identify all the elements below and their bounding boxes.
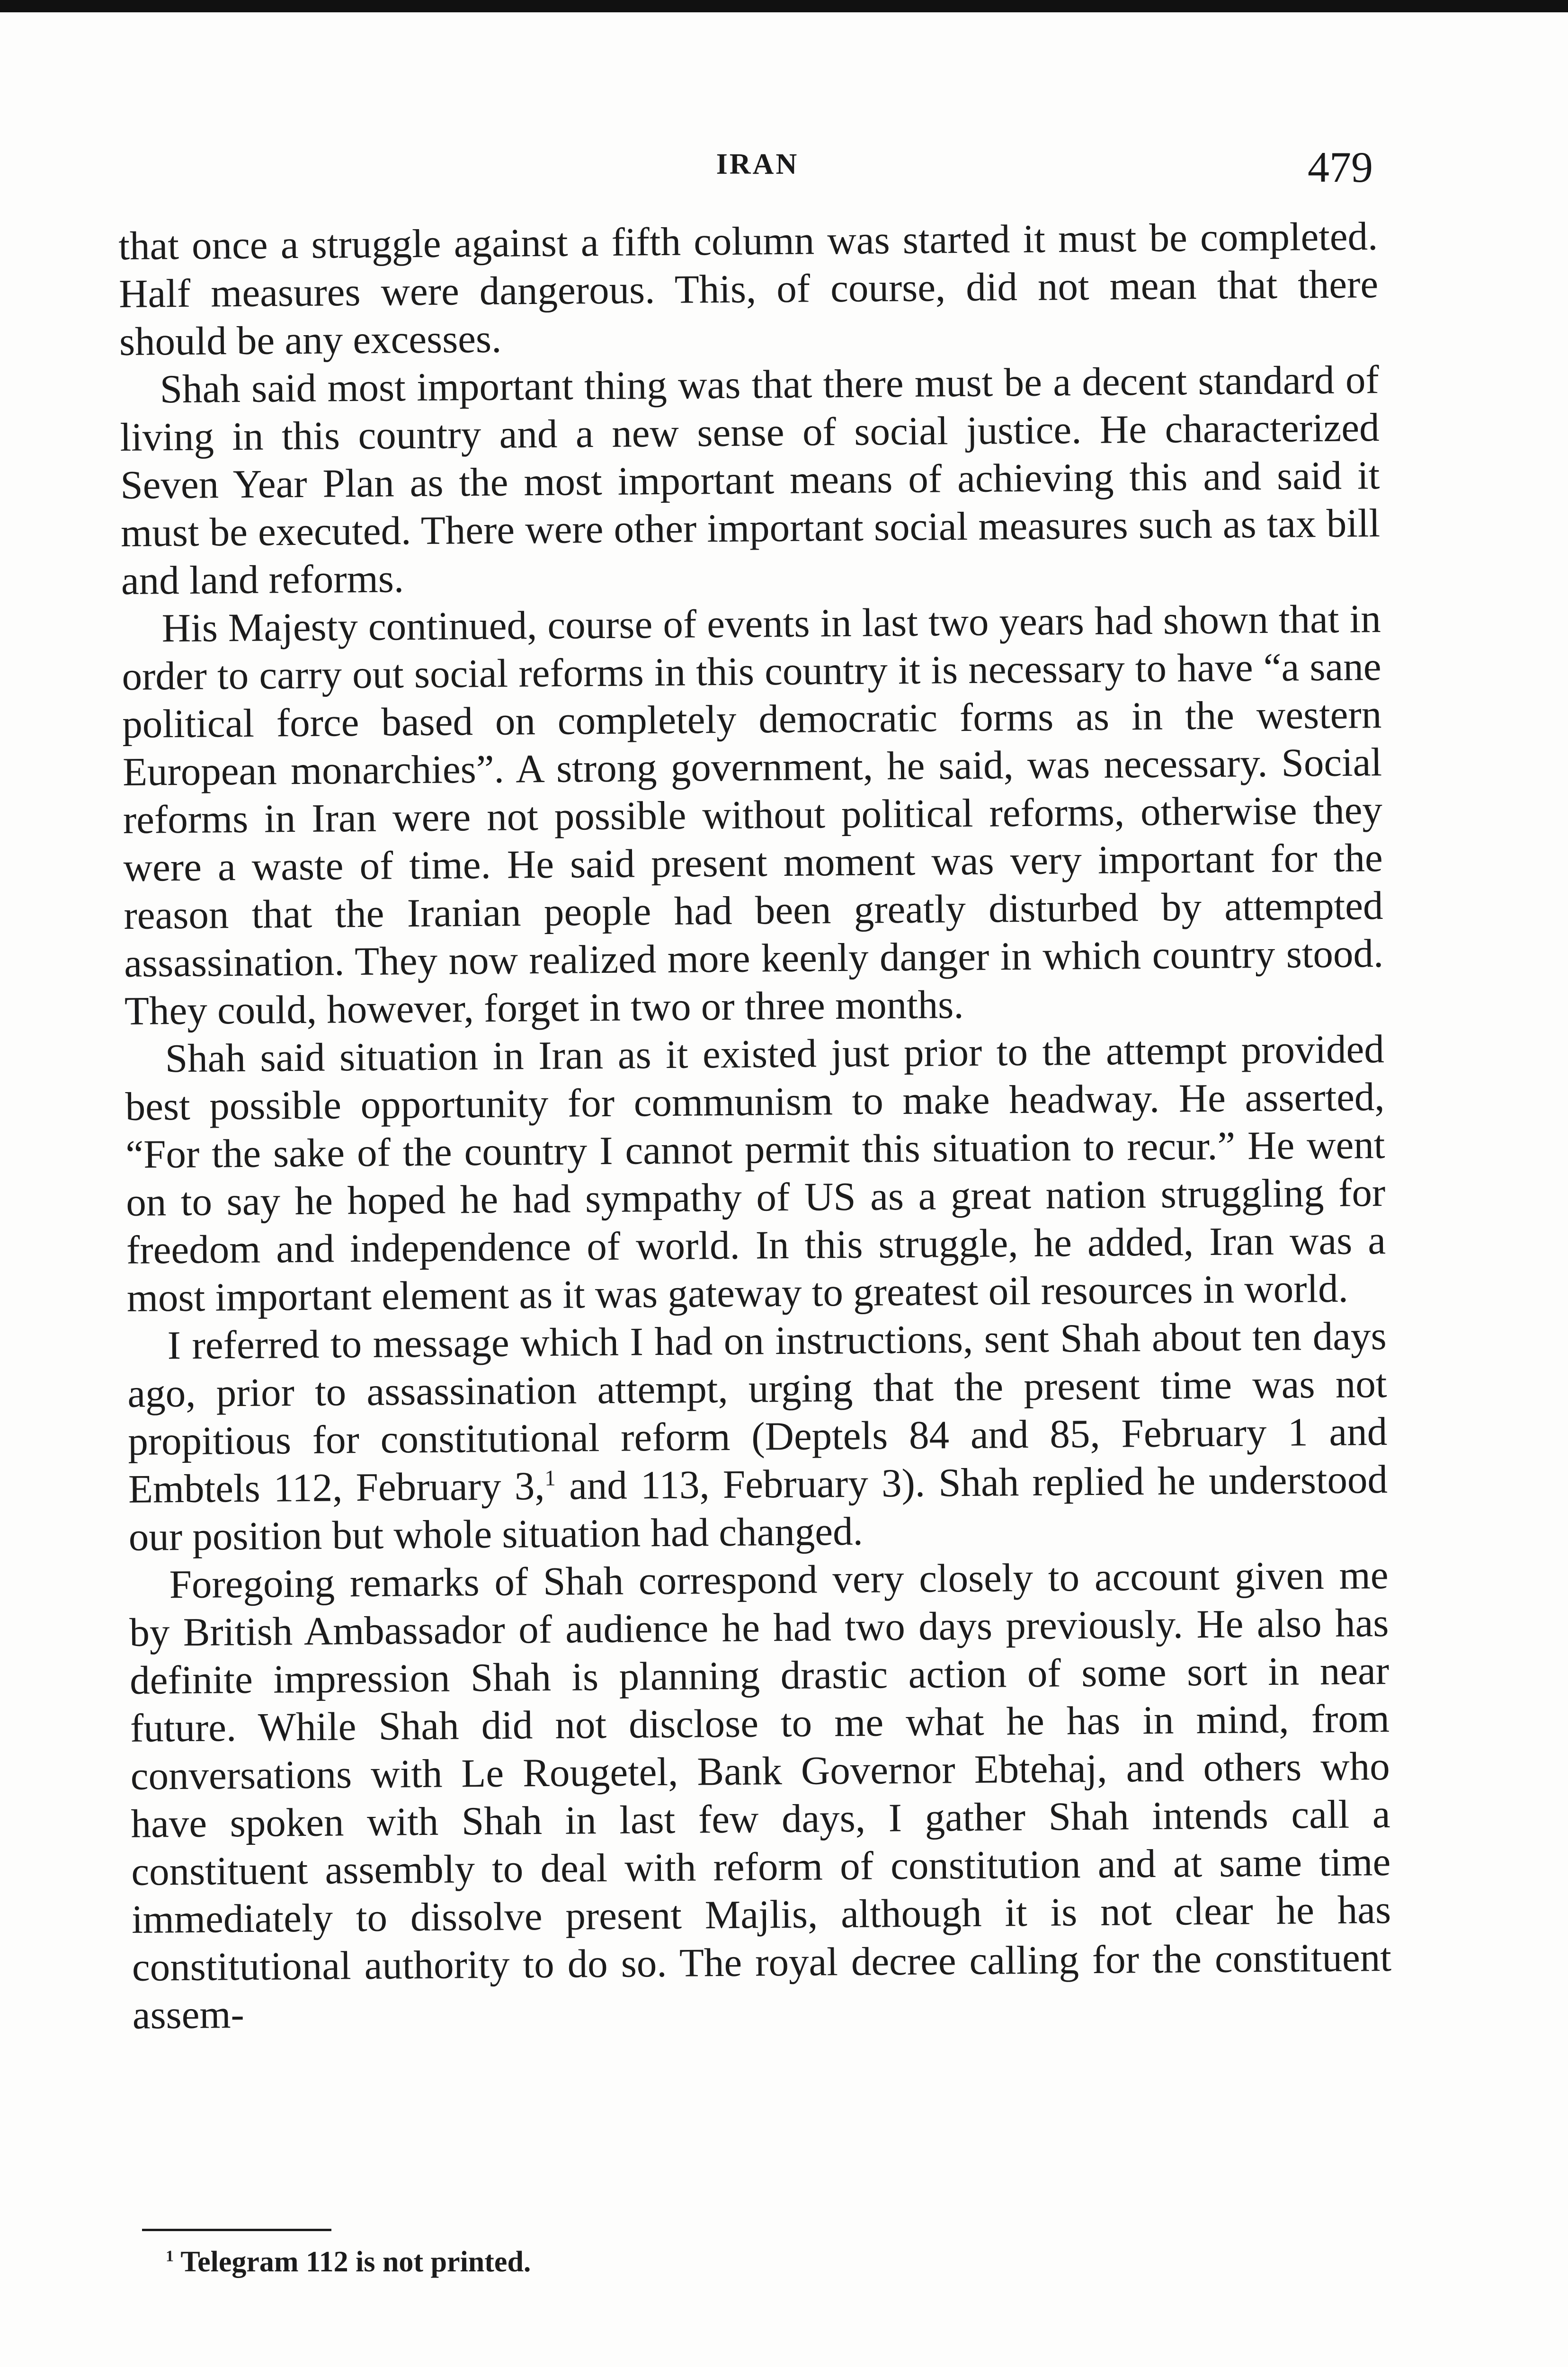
paragraph: Shah said most important thing was that there must be a decent standard of living in this country and a new sense of social justice. He characterized Seven Year Plan as the most important means of achieving this and said it must be executed. There were other important social measures such as tax bill and land reforms.: [120, 357, 1381, 603]
running-title: IRAN: [716, 148, 799, 180]
footnote-text: Telegram 112 is not printed.: [174, 2246, 531, 2278]
footnote-divider: [142, 2229, 331, 2231]
paragraph-continued: that once a struggle against a fifth column was started it must be completed. Half measures were dangerous. This, of course, did not mean that there should be any excesses.: [118, 214, 1379, 364]
paragraph: Shah said situation in Iran as it existed just prior to the attempt provided best possible opportunity for communism to make headway. He asserted, “For the sake of the country I cannot permit this situation to recur.” He went on to say he hoped he had sympathy of US as a great nation struggling for freedom and independence of world. In this struggle, he added, Iran was a most important element as it was gateway to greatest oil resources in world.: [125, 1027, 1386, 1320]
page-number: 479: [1308, 143, 1373, 191]
top-border: [0, 0, 1568, 12]
running-header: [0, 142, 1568, 191]
paragraph: Foregoing remarks of Shah correspond very closely to account given me by British Ambassador of audience he had two days previously. He also has definite impression Shah is planning drastic action of some sort in near future. While Shah did not disclose to me what he has in mind, from conversations with Le Rougetel, Bank Governor Ebtehaj, and others who have spoken with Shah in last few days, I gather Shah intends call a constituent assembly to deal with reform of constitution and at same time immediately to dissolve present Majlis, although it is not clear he has constitutional authority to do so. The royal decree calling for the constituent assem-: [129, 1553, 1392, 2038]
footnote-reference: 1: [544, 1466, 556, 1491]
paragraph: His Majesty continued, course of events in last two years had shown that in order to carry out social reforms in this country it is necessary to have “a sane political force based on completely democratic forms as in the western European monarchies”. A strong government, he said, was necessary. Social reforms in Iran were not possible without political reforms, otherwise they were a waste of time. He said present moment was very important for the reason that the Iranian people had been greatly disturbed by attempted assassination. They now realized more keenly danger in which country stood. They could, however, forget in two or three months.: [122, 596, 1384, 1033]
footnote: [166, 2243, 1302, 2281]
paragraph-text: and 113, February 3). Shah replied he understood our position but whole situation had changed.: [128, 1457, 1388, 1559]
footnote-marker: 1: [166, 2247, 174, 2265]
body-text: [118, 213, 1392, 2039]
paragraph: [127, 1312, 1388, 1561]
paragraph-text: I referred to message which I had on instructions, sent Shah about ten days ago, prior to assassination attempt, urging that the present time was not propitious for constitutional reform (Deptels 84 and 85, February 1 and Embtels 112, February 3,: [127, 1314, 1388, 1512]
